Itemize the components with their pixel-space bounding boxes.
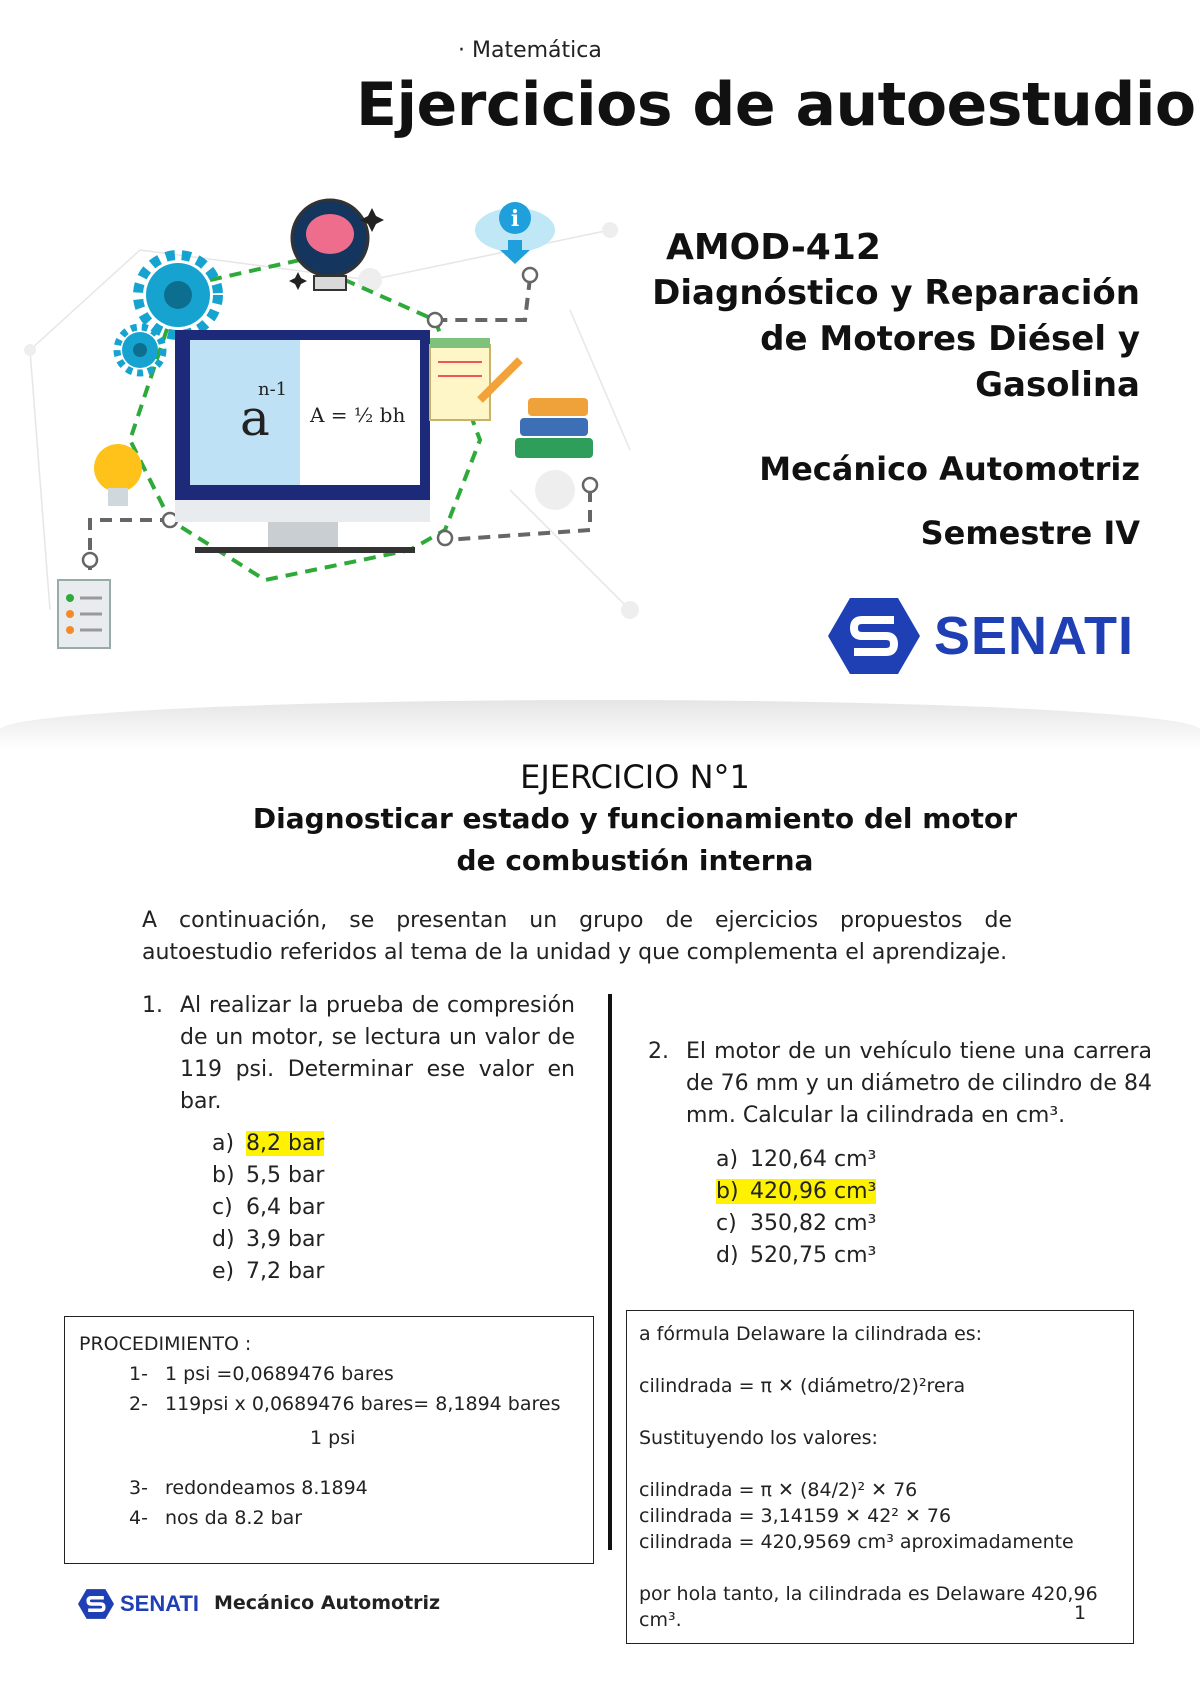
header-divider-shadow: [0, 700, 1200, 750]
career-label: Mecánico Automotriz: [759, 450, 1140, 488]
option-text: 6,4 bar: [246, 1195, 325, 1220]
svg-text:i: i: [510, 206, 520, 232]
solution-line: cilindrada = π ✕ (diámetro/2)²rera: [639, 1375, 966, 1397]
option-text: 350,82 cm³: [750, 1211, 877, 1236]
question-2: [648, 1036, 1152, 1132]
exercise-subtitle-line: de combustión interna: [456, 844, 814, 877]
svg-text:n-1: n-1: [258, 379, 288, 400]
course-code: AMOD-412: [666, 227, 881, 268]
option-letter: d): [212, 1227, 235, 1252]
course-block: [580, 226, 1140, 408]
page-number: 1: [1074, 1602, 1087, 1624]
svg-text:A = ½ bh: A = ½ bh: [310, 403, 406, 427]
solution-line: cilindrada = 3,14159 ✕ 42² ✕ 76: [639, 1505, 952, 1527]
page-title: Ejercicios de autoestudio: [356, 70, 1196, 140]
checklist-icon: [58, 580, 110, 648]
option-letter: a): [212, 1131, 235, 1156]
question-1: [142, 990, 575, 1118]
senati-logo: [828, 596, 1134, 676]
svg-text:a: a: [240, 389, 270, 447]
procedure-step: 1- 1 psi =0,0689476 bares: [129, 1363, 394, 1385]
solution-box: [626, 1310, 1134, 1644]
question-number: 2.: [648, 1039, 669, 1064]
intro-paragraph: A continuación, se presentan un grupo de ejercicios propuestos de autoestudio referidos al tema de la unidad y que complementa el aprendizaje.: [142, 908, 1012, 965]
option-text: 5,5 bar: [246, 1163, 325, 1188]
option-letter: a): [716, 1147, 739, 1172]
notepad-icon: [430, 338, 520, 420]
solution-line: cm³.: [639, 1609, 682, 1631]
option-d: [716, 1240, 876, 1272]
option-text-highlighted: 420,96 cm³: [750, 1179, 877, 1204]
option-letter: e): [212, 1259, 235, 1284]
option-text: 520,75 cm³: [750, 1243, 877, 1268]
senati-logo-icon: [828, 596, 920, 676]
senati-logo-icon: [78, 1588, 114, 1620]
solution-line: cilindrada = π ✕ (84/2)² ✕ 76: [639, 1479, 918, 1501]
option-letter: c): [716, 1211, 737, 1236]
solution-line: Sustituyendo los valores:: [639, 1427, 878, 1449]
column-divider: [608, 994, 612, 1550]
footer-senati-logo: [78, 1588, 199, 1620]
procedure-box: [64, 1316, 594, 1564]
info-cloud-icon: [475, 202, 555, 264]
procedure-step: 4- nos da 8.2 bar: [129, 1507, 303, 1529]
option-text-highlighted: 8,2 bar: [246, 1131, 325, 1156]
option-text: 7,2 bar: [246, 1259, 325, 1284]
exercise-subtitle-line: Diagnosticar estado y funcionamiento del motor: [252, 802, 1018, 835]
footer-senati-wordmark: SENATI: [120, 1591, 200, 1616]
option-letter: c): [212, 1195, 233, 1220]
monitor-icon: [175, 330, 430, 553]
solution-line: a fórmula Delaware la cilindrada es:: [639, 1323, 983, 1345]
course-name-line: Diagnóstico y Reparación: [652, 273, 1140, 313]
option-b: [212, 1160, 324, 1192]
question-text: El motor de un vehículo tiene una carrera de 76 mm y un diámetro de cilindro de 84 mm. Calcular la cilindrada en cm³.: [686, 1039, 1152, 1128]
footer-career: Mecánico Automotriz: [214, 1592, 441, 1614]
question-2-options: [716, 1144, 876, 1272]
semester-label: Semestre IV: [920, 514, 1140, 552]
question-1-options: [212, 1128, 324, 1288]
option-a: [212, 1128, 324, 1160]
procedure-step: 3- redondeamos 8.1894: [129, 1477, 368, 1499]
option-e: [212, 1256, 324, 1288]
question-number: 1.: [142, 993, 163, 1018]
option-letter: b): [212, 1163, 235, 1188]
procedure-title: PROCEDIMIENTO :: [79, 1333, 252, 1355]
exercise-title: EJERCICIO N°1: [520, 758, 750, 796]
option-text: 120,64 cm³: [750, 1147, 877, 1172]
option-d: [212, 1224, 324, 1256]
option-c: [716, 1208, 876, 1240]
procedure-step: 2- 119psi x 0,0689476 bares= 8,1894 bares: [129, 1393, 561, 1415]
option-a: [716, 1144, 876, 1176]
senati-wordmark: SENATI: [933, 606, 1134, 666]
course-name-line: de Motores Diésel y: [760, 319, 1140, 359]
option-c: [212, 1192, 324, 1224]
option-text: 3,9 bar: [246, 1227, 325, 1252]
option-letter: b): [716, 1179, 739, 1204]
hero-illustration: [10, 190, 650, 690]
question-text: Al realizar la prueba de compresión de un motor, se lectura un valor de 119 psi. Determinar ese valor en bar.: [180, 993, 575, 1114]
subject-label: · Matemática: [458, 38, 602, 63]
fraction-denominator: 1 psi: [310, 1427, 356, 1449]
course-name-line: Gasolina: [975, 365, 1140, 405]
solution-line: por hola tanto, la cilindrada es Delaware 420,96: [639, 1583, 1098, 1605]
option-letter: d): [716, 1243, 739, 1268]
exercise-subtitle: [200, 798, 1070, 882]
option-b: [716, 1176, 876, 1208]
lightbulb-icon: [94, 444, 142, 506]
solution-line: cilindrada = 420,9569 cm³ aproximadamente: [639, 1531, 1074, 1553]
